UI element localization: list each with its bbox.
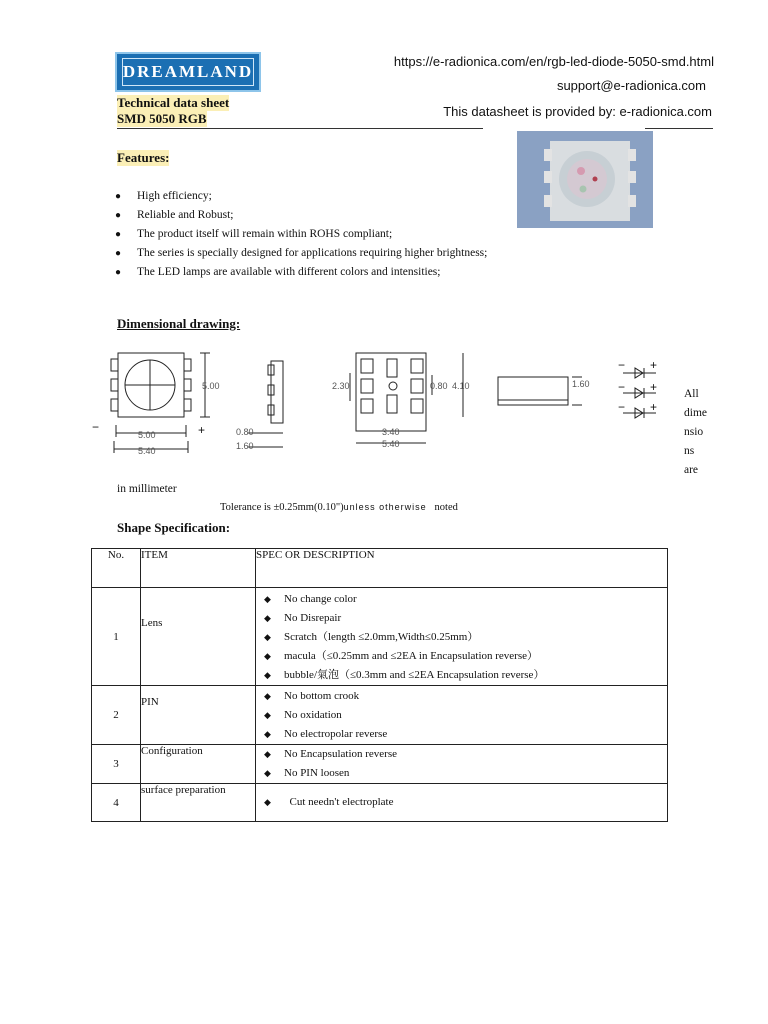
features-list xyxy=(113,187,487,282)
table-header-row xyxy=(92,549,668,588)
row-item: PIN xyxy=(141,686,256,745)
dim-label: 0.80 xyxy=(236,427,254,437)
dimension-note-line: nsio xyxy=(684,426,704,438)
dimension-note-line: dime xyxy=(684,407,707,419)
logo-text: DREAMLAND xyxy=(122,58,254,86)
row-item: Configuration xyxy=(141,745,256,784)
minus-label: − xyxy=(618,400,626,414)
row-specs xyxy=(256,686,668,745)
row-item: Lens xyxy=(141,588,256,686)
dim-label: 0.80 xyxy=(430,381,448,391)
header-rule-right xyxy=(645,128,713,129)
header-spec: SPEC OR DESCRIPTION xyxy=(256,549,668,588)
provided-by: This datasheet is provided by: e-radionica.com xyxy=(443,104,712,119)
product-photo xyxy=(517,131,653,228)
spec-item: ◆ No oxidation xyxy=(256,706,667,725)
feature-item: ● The series is specially designed for applications requiring higher brightness; xyxy=(113,244,487,263)
feature-item: ● The LED lamps are available with different colors and intensities; xyxy=(113,263,487,282)
table-row xyxy=(92,745,668,784)
row-item: surface preparation xyxy=(141,784,256,822)
tolerance-mid: unless otherwise xyxy=(343,502,427,512)
minus-label: − xyxy=(618,358,626,372)
row-specs xyxy=(256,745,668,784)
spec-item: ◆ macula（≤0.25mm and ≤2EA in Encapsulation reverse） xyxy=(256,647,667,666)
dim-label: 5.40 xyxy=(382,439,400,449)
dim-label: 5.00 xyxy=(138,430,156,440)
feature-item: ● The product itself will remain within ROHS compliant; xyxy=(113,225,487,244)
spec-item: ◆ Scratch（length ≤2.0mm,Width≤0.25mm） xyxy=(256,628,667,647)
plus-label: + xyxy=(650,400,658,414)
tolerance-prefix: Tolerance is ±0.25mm(0.10") xyxy=(220,502,344,513)
spec-item: ◆ No Encapsulation reverse xyxy=(256,745,667,764)
minus-label: − xyxy=(618,380,626,394)
spec-item: ◆ No PIN loosen xyxy=(256,764,667,783)
header-rule-left xyxy=(117,128,483,129)
row-no: 1 xyxy=(92,588,141,686)
row-specs xyxy=(256,588,668,686)
spec-item: ◆ bubble/氣泡（≤0.3mm and ≤2EA Encapsulation reverse） xyxy=(256,666,667,685)
plus-label: + xyxy=(650,358,658,372)
product-name: SMD 5050 RGB xyxy=(117,111,207,126)
spec-item: ◆ No electropolar reverse xyxy=(256,725,667,744)
row-no: 4 xyxy=(92,784,141,822)
dimensional-title: Dimensional drawing: xyxy=(117,316,241,331)
unit-note: in millimeter xyxy=(117,483,177,495)
feature-item: ● High efficiency; xyxy=(113,187,487,206)
dimension-note-line: All xyxy=(684,388,699,400)
header-no: No. xyxy=(92,549,141,588)
table-row xyxy=(92,784,668,822)
dimension-note-line: are xyxy=(684,464,699,476)
dimension-note xyxy=(684,385,714,480)
dim-label: 1.60 xyxy=(236,441,254,451)
doc-type-label: Technical data sheet xyxy=(117,95,230,110)
spec-item: ◆ No bottom crook xyxy=(256,687,667,706)
dim-label: 5.00 xyxy=(202,381,220,391)
dreamland-logo xyxy=(115,52,261,92)
dim-label: 4.10 xyxy=(452,381,470,391)
product-url[interactable]: https://e-radionica.com/en/rgb-led-diode-5050-smd.html xyxy=(393,54,714,69)
dim-label: 5.40 xyxy=(138,446,156,456)
tolerance-end: noted xyxy=(434,502,458,513)
row-no: 2 xyxy=(92,686,141,745)
feature-item: ● Reliable and Robust; xyxy=(113,206,487,225)
header-item: ITEM xyxy=(141,549,256,588)
spec-item: ◆ No Disrepair xyxy=(256,609,667,628)
shape-spec-title: Shape Specification: xyxy=(117,520,231,535)
minus-label: − xyxy=(92,420,100,434)
shape-spec-table xyxy=(91,548,668,822)
plus-label: + xyxy=(198,423,206,437)
dim-label: 1.60 xyxy=(572,379,590,389)
row-no: 3 xyxy=(92,745,141,784)
dimensional-drawing xyxy=(88,345,688,460)
dim-label: 3.40 xyxy=(382,427,400,437)
support-email[interactable]: support@e-radionica.com xyxy=(556,78,706,93)
spec-item: ◆ No change color xyxy=(256,590,667,609)
dimension-note-line: ns xyxy=(684,445,695,457)
spec-item: ◆ Cut needn't electroplate xyxy=(256,793,667,812)
features-title: Features: xyxy=(117,150,170,165)
dim-label: 2.30 xyxy=(332,381,350,391)
plus-label: + xyxy=(650,380,658,394)
table-row xyxy=(92,588,668,686)
table-row xyxy=(92,686,668,745)
row-specs xyxy=(256,784,668,822)
tolerance-note xyxy=(220,502,458,513)
